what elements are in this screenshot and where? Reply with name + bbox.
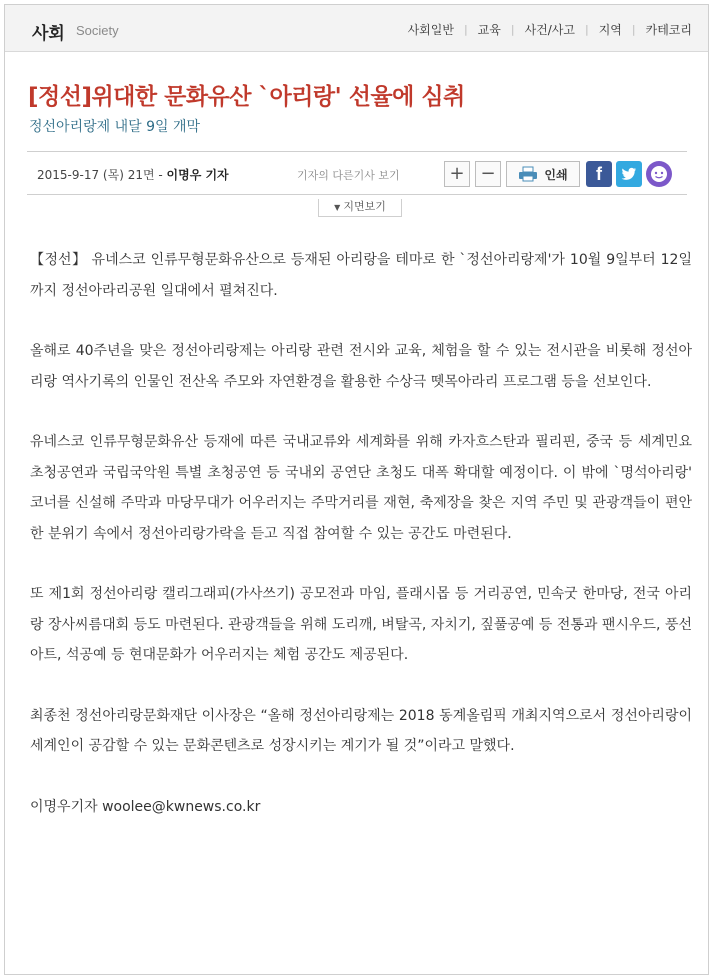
- article-subheadline: 정선아리랑제 내달 9일 개막: [29, 119, 201, 135]
- print-label: 인쇄: [544, 167, 568, 182]
- article-headline: [정선]위대한 문화유산 `아리랑' 선율에 심취: [28, 84, 465, 110]
- triangle-down-icon: ▼: [334, 203, 341, 212]
- nav-separator: |: [585, 23, 589, 36]
- article-meta-bar: [27, 151, 687, 195]
- print-button[interactable]: [506, 161, 580, 187]
- view-print-page-label: 지면보기: [343, 200, 386, 213]
- article-paragraph: 【정선】 유네스코 인류무형문화유산으로 등재된 아리랑을 테마로 한 `정선아리랑제'가 10월 9일부터 12일까지 정선아라리공원 일대에서 펼쳐진다.: [30, 252, 692, 299]
- article-paragraph: 최종천 정선아리랑문화재단 이사장은 “올해 정선아리랑제는 2018 동계올림픽 개최지역으로서 정선아리랑이 세계인이 공감할 수 있는 문화콘텐츠로 성장시키는 계기가 될 것”이라고 말했다.: [30, 707, 692, 754]
- article-paragraph: 또 제1회 정선아리랑 캘리그래피(가사쓰기) 공모전과 마임, 플래시몹 등 거리공연, 민속굿 한마당, 전국 아리랑 장사씨름대회 등도 마련된다. 관광객들을 위해 도리깨, 벼탈곡, 자치기, 짚풀공예 등 전통과 팬시우드, 풍선아트, 석공예 등 현대문화가 어우러지는 체험 공간도 제공된다.: [30, 586, 692, 663]
- article-byline: 이명우기자 woolee@kwnews.co.kr: [30, 798, 261, 815]
- publish-date: 2015-9-17 (목) 21면 -: [37, 168, 167, 182]
- section-nav: [408, 21, 692, 38]
- font-decrease-button[interactable]: −: [475, 161, 501, 187]
- font-increase-button[interactable]: +: [444, 161, 470, 187]
- view-print-page-tab[interactable]: [318, 199, 402, 217]
- nav-separator: |: [463, 23, 468, 36]
- article-paragraph: 올해로 40주년을 맞은 정선아리랑제는 아리랑 관련 전시와 교육, 체험을 할 수 있는 전시관을 비롯해 정선아리랑 역사기록의 인물인 전산옥 주모와 자연환경을 활용한 수상극 뗏목아라리 프로그램 등을 선보인다.: [30, 343, 692, 390]
- author-name[interactable]: 이명우 기자: [166, 168, 229, 182]
- nav-item-incidents[interactable]: 사건/사고: [524, 23, 575, 37]
- other-articles-link[interactable]: 기자의 다른기사 보기: [297, 169, 400, 182]
- printer-icon: [518, 166, 538, 182]
- facebook-share-icon[interactable]: f: [586, 161, 612, 187]
- twitter-share-icon[interactable]: [616, 161, 642, 187]
- nav-item-region[interactable]: 지역: [598, 23, 622, 37]
- nav-separator: |: [631, 23, 636, 36]
- kakaostory-share-icon[interactable]: [646, 161, 672, 187]
- nav-separator: |: [510, 23, 515, 36]
- article-body: [30, 245, 692, 822]
- article-paragraph: 유네스코 인류무형문화유산 등재에 따른 국내교류와 세계화를 위해 카자흐스탄과 필리핀, 중국 등 세계민요 초청공연과 국립국악원 특별 초청공연 등 국내외 공연단 초청도 대폭 확대할 예정이다. 이 밖에 `명석아리랑' 코너를 신설해 주막과 마당무대가 어우러지는 주막거리를 재현, 축제장을 찾은 지역 주민 및 관광객들이 편안한 분위기 속에서 정선아리랑가락을 듣고 직접 참여할 수 있는 공간도 마련된다.: [30, 434, 692, 542]
- nav-item-education[interactable]: 교육: [477, 23, 501, 37]
- article-meta: [37, 166, 229, 183]
- article-frame: [4, 4, 709, 975]
- nav-item-category[interactable]: 카테코리: [645, 23, 692, 37]
- section-header: [5, 5, 708, 52]
- section-title: 사회: [32, 24, 65, 44]
- article-tools: [444, 161, 676, 187]
- nav-item-general[interactable]: 사회일반: [407, 23, 454, 37]
- section-subtitle: Society: [76, 23, 119, 38]
